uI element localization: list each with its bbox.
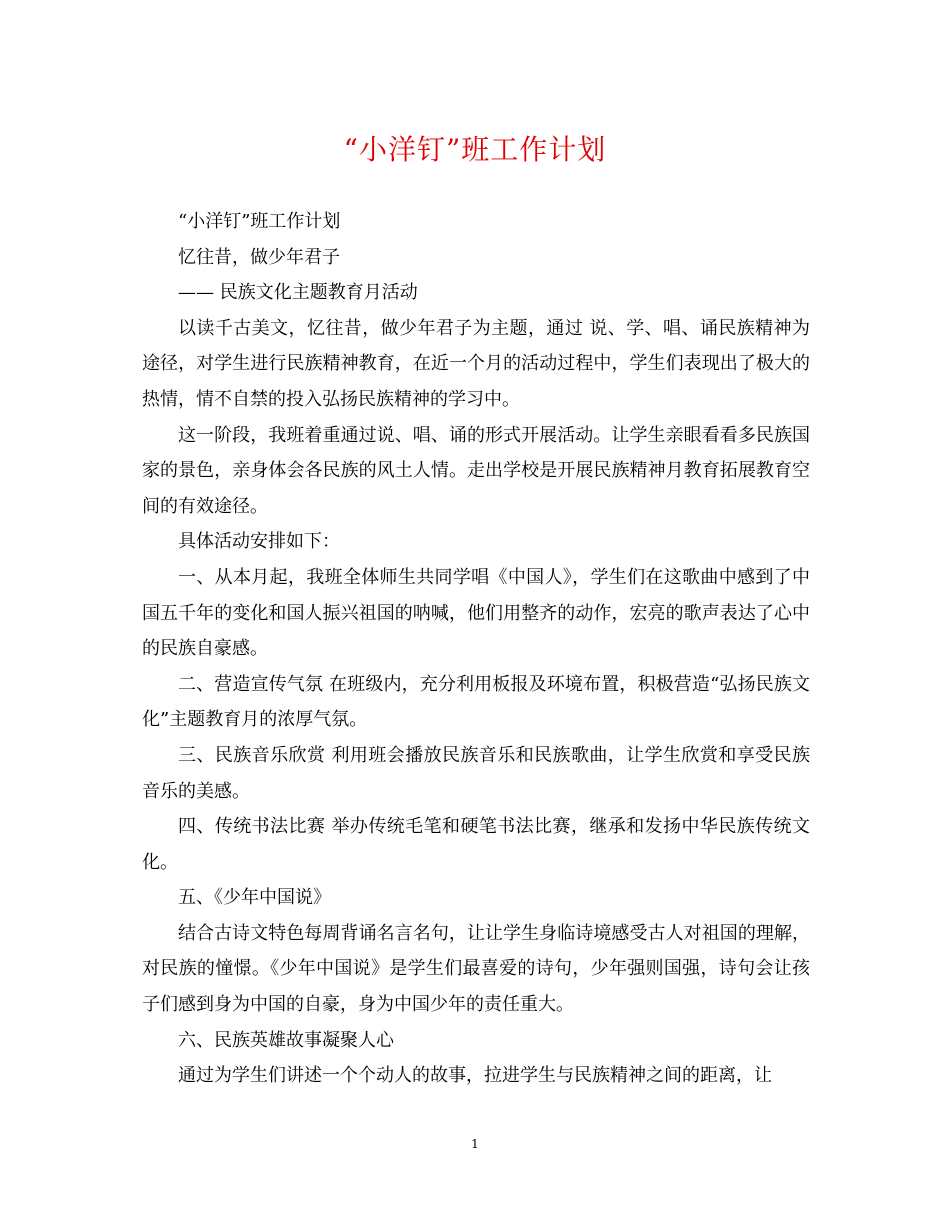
document-body — [142, 204, 810, 1094]
paragraph-item-4: 四、传统书法比赛 举办传统毛笔和硬笔书法比赛，继承和发扬中华民族传统文化。 — [142, 816, 810, 873]
paragraph-item-5-body: 结合古诗文特色每周背诵名言名句，让让学生身临诗境感受古人对祖国的理解，对民族的憧憬。《少年中国说》是学生们最喜爱的诗句，少年强则国强，诗句会让孩子们感到身为中国的自豪，身为中国少年的责任重大。 — [142, 922, 810, 1016]
paragraph-item-5-heading: 五、《少年中国说》 — [178, 887, 331, 909]
document-title: “小洋钉”班工作计划 — [343, 133, 607, 166]
paragraph-item-3: 三、民族音乐欣赏 利用班会播放民族音乐和民族歌曲，让学生欣赏和享受民族音乐的美感。 — [142, 744, 810, 802]
paragraph-item-6-heading: 六、民族英雄故事凝聚人心 — [178, 1029, 394, 1051]
paragraph-item-2: 二、营造宣传气氛 在班级内，充分利用板报及环境布置，积极营造“弘扬民族文化”主题教育月的浓厚气氛。 — [142, 673, 810, 731]
paragraph-heading: 忆往昔，做少年君子 — [178, 246, 340, 268]
page-number: 1 — [471, 1137, 479, 1151]
paragraph-stage: 这一阶段，我班着重通过说、唱、诵的形式开展活动。让学生亲眼看看多民族国家的景色，亲身体会各民族的风土人情。走出学校是开展民族精神月教育拓展教育空间的有效途径。 — [142, 424, 810, 517]
paragraph-subtitle: “小洋钉”班工作计划 — [178, 211, 341, 232]
paragraph-activity-name: —— 民族文化主题教育月活动 — [178, 282, 418, 304]
paragraph-item-6-body: 通过为学生们讲述一个个动人的故事，拉进学生与民族精神之间的距离，让 — [178, 1065, 772, 1087]
paragraph-intro: 以读千古美文，忆往昔，做少年君子为主题，通过 说、学、唱、诵民族精神为途径，对学生进行民族精神教育，在近一个月的活动过程中，学生们表现出了极大的热情，情不自禁的投入弘扬民族精神的学习中。 — [142, 317, 810, 410]
paragraph-item-1: 一、从本月起，我班全体师生共同学唱《中国人》，学生们在这歌曲中感到了中国五千年的变化和国人振兴祖国的呐喊，他们用整齐的动作，宏亮的歌声表达了心中的民族自豪感。 — [142, 566, 810, 660]
paragraph-arrangement-heading: 具体活动安排如下： — [178, 531, 340, 553]
